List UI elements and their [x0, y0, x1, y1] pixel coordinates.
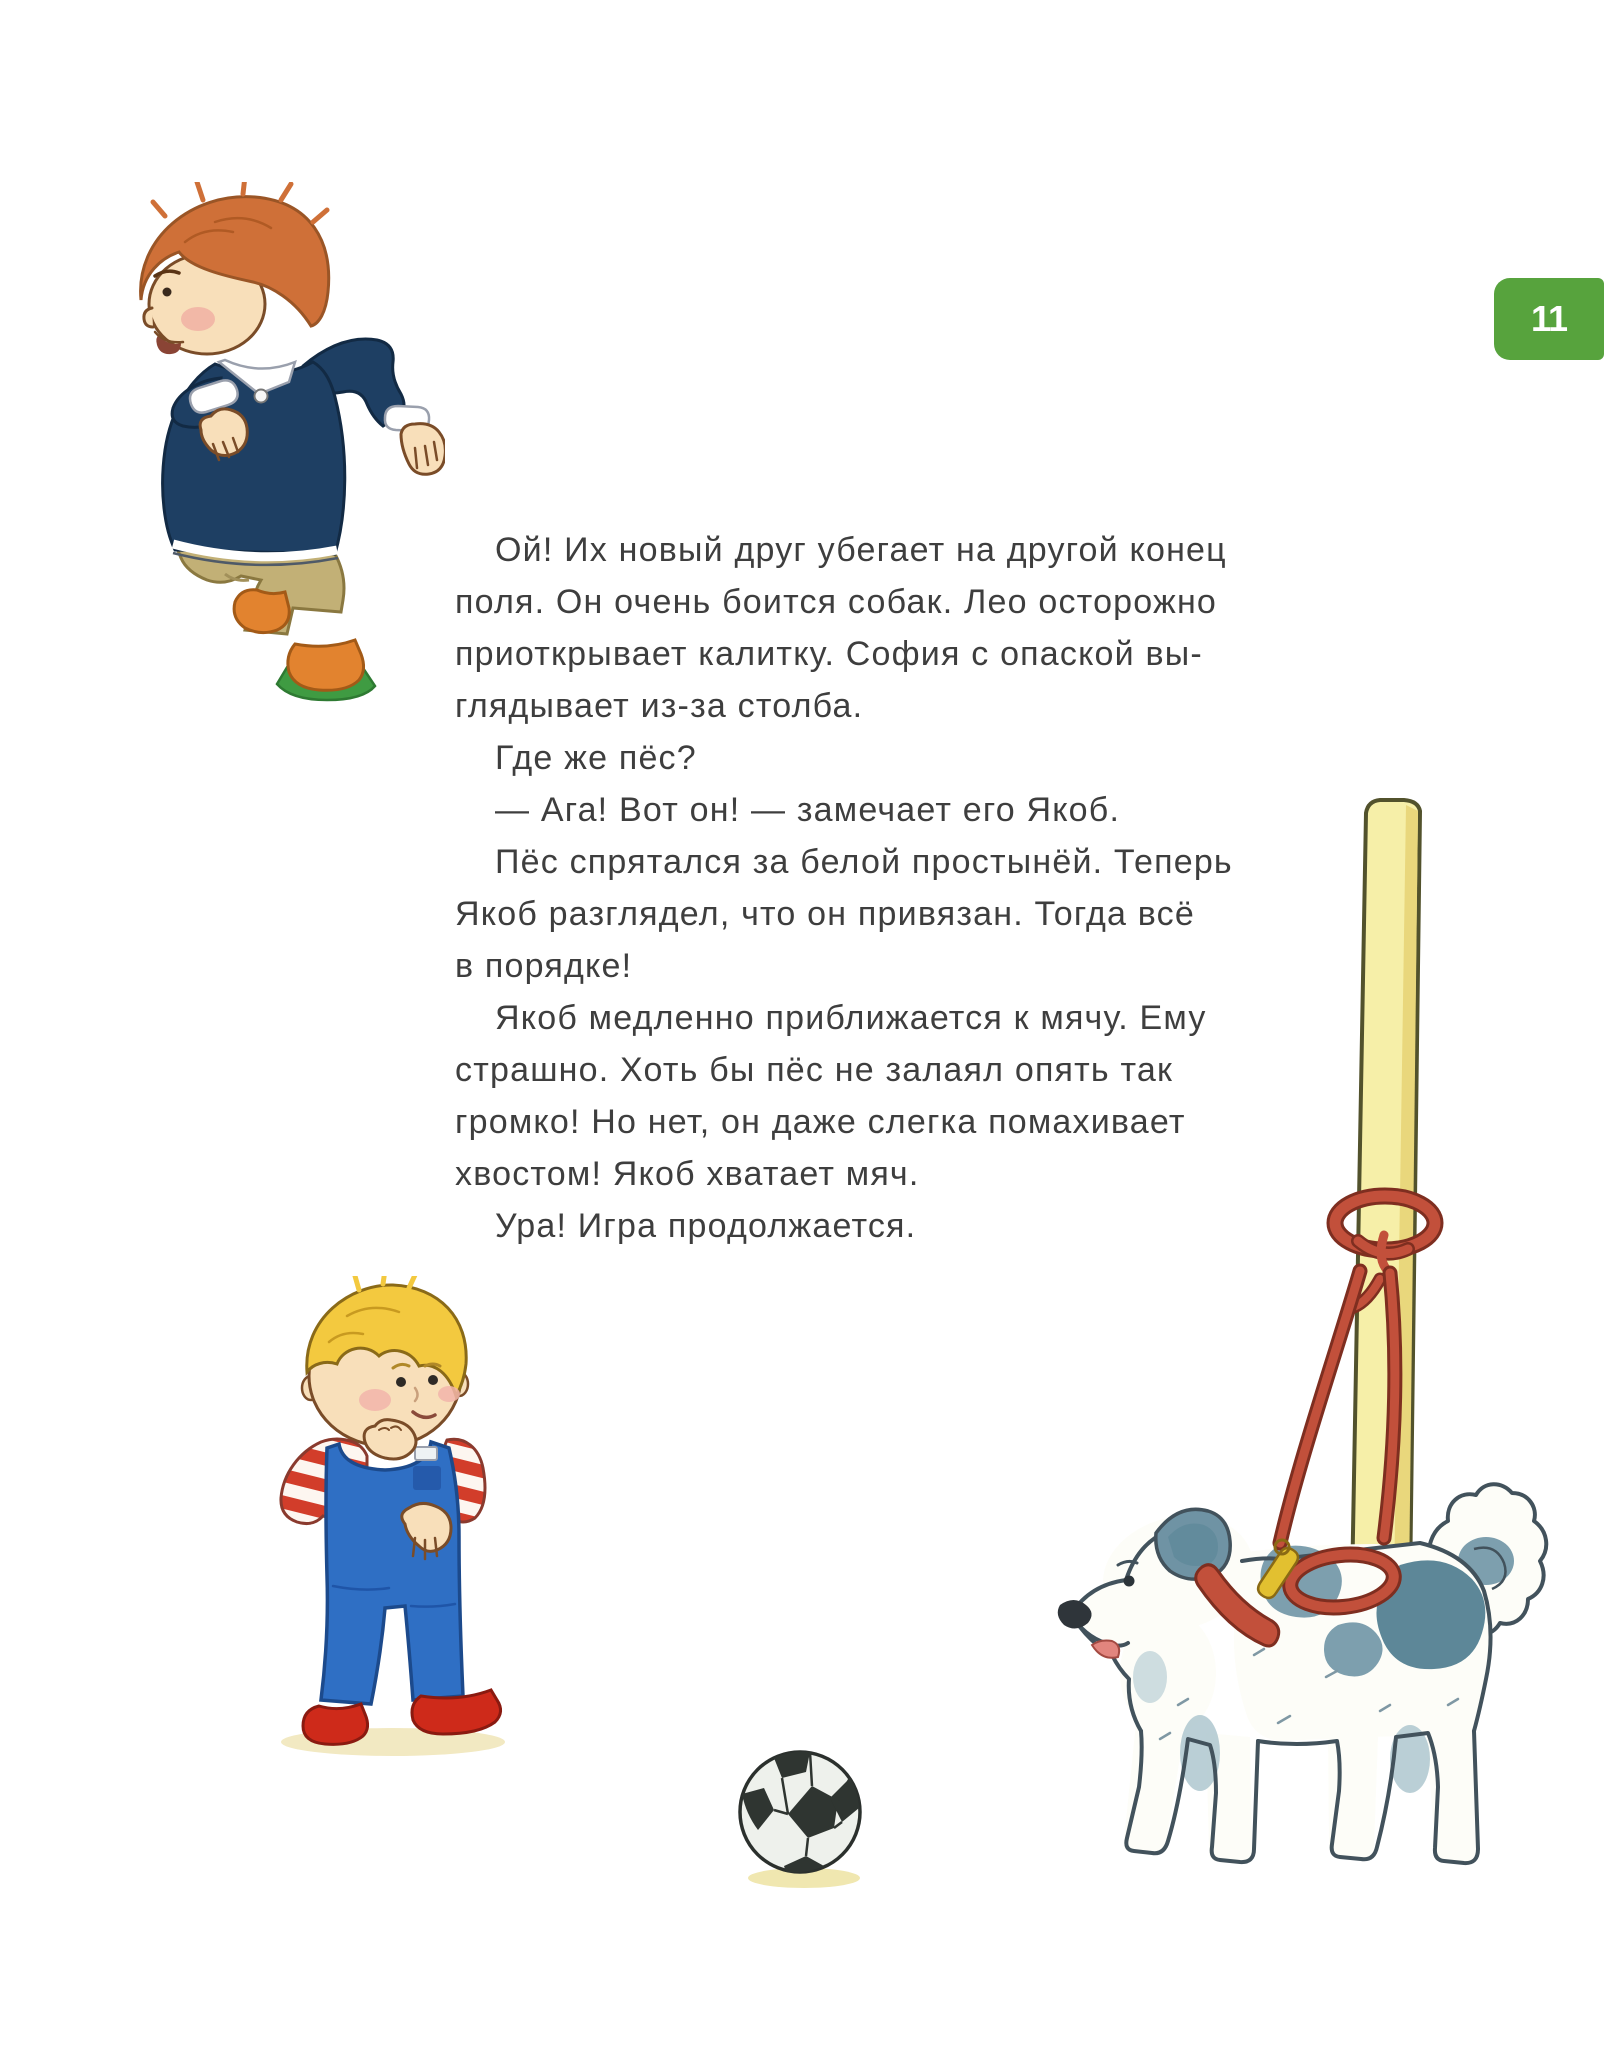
dog [1058, 1484, 1547, 1864]
illustration-dog-and-pole [1028, 793, 1588, 1903]
story-line: Якоб медленно приближается к мячу. Ему [495, 999, 1207, 1037]
story-line: громко! Но нет, он даже слегка помахивает [455, 1103, 1186, 1141]
illustration-running-boy [95, 182, 445, 707]
blond-boy-overalls [321, 1442, 463, 1704]
story-line: приоткрывает калитку. София с опаской вы- [455, 635, 1203, 673]
story-line: Ой! Их новый друг убегает на другой конец [495, 531, 1227, 569]
story-line: — Ага! Вот он! — замечает его Якоб. [495, 791, 1121, 829]
story-line: глядывает из-за столба. [455, 687, 864, 725]
story-line: хвостом! Якоб хватает мяч. [455, 1155, 920, 1193]
running-boy-head [141, 182, 329, 354]
dog-ear [1156, 1509, 1230, 1579]
story-line: Где же пёс? [495, 739, 697, 777]
illustration-soccer-ball [726, 1742, 876, 1892]
running-boy-legs [177, 548, 364, 690]
illustration-blond-boy [263, 1276, 513, 1766]
story-line: Ура! Игра продолжается. [495, 1207, 917, 1245]
page-number: 11 [1530, 298, 1568, 339]
ball-body [740, 1752, 860, 1873]
page-number-badge [1494, 278, 1604, 360]
story-line: поля. Он очень боится собак. Лео осторожно [455, 583, 1218, 621]
story-line: в порядке! [455, 947, 633, 985]
story-line: страшно. Хоть бы пёс не залаял опять так [455, 1051, 1174, 1089]
story-line: Якоб разглядел, что он привязан. Тогда всё [455, 895, 1195, 933]
story-line: Пёс спрятался за белой простынёй. Теперь [495, 843, 1233, 881]
